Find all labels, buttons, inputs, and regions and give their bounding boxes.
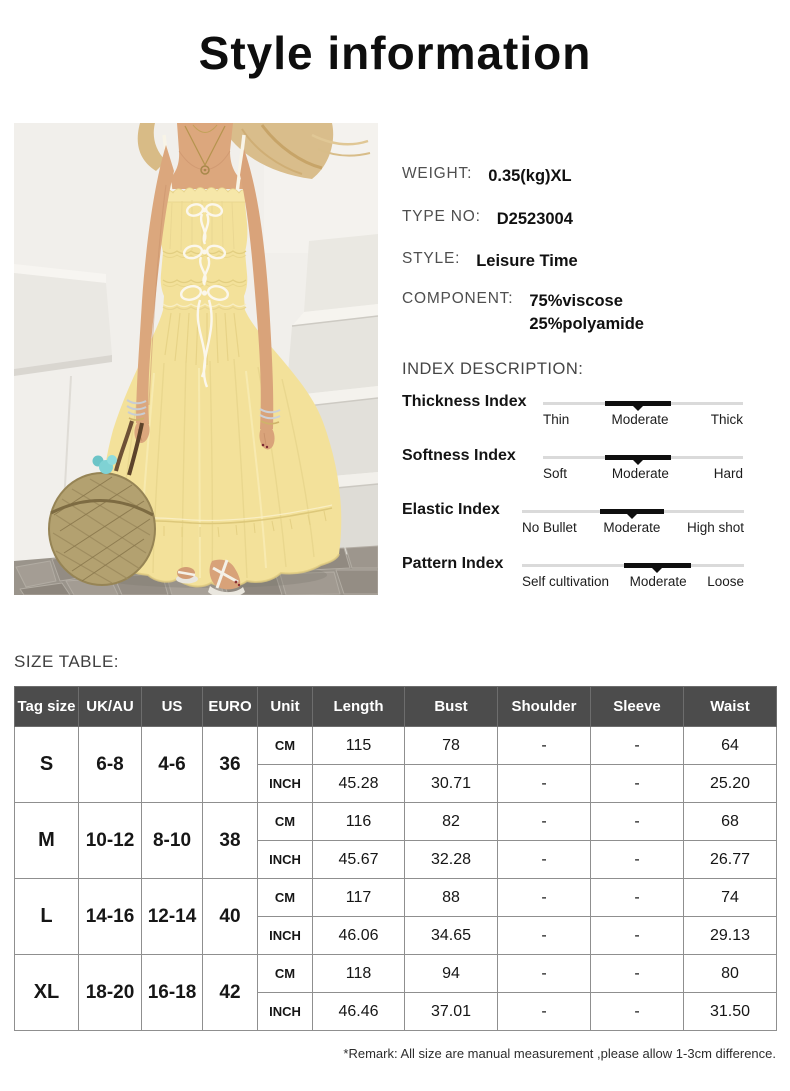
waist-cell: 29.13 bbox=[684, 917, 777, 955]
sleeve-cell: - bbox=[591, 841, 684, 879]
spec-row-component bbox=[402, 290, 644, 336]
bust-cell: 78 bbox=[405, 727, 498, 765]
waist-cell: 74 bbox=[684, 879, 777, 917]
slider-level: Moderate bbox=[611, 412, 669, 427]
euro-cell: 36 bbox=[203, 727, 258, 803]
waist-cell: 64 bbox=[684, 727, 777, 765]
slider-active-segment bbox=[605, 455, 671, 460]
bust-cell: 30.71 bbox=[405, 765, 498, 803]
us-cell: 16-18 bbox=[142, 955, 203, 1031]
waist-cell: 80 bbox=[684, 955, 777, 993]
pattern-index-slider bbox=[522, 555, 744, 595]
index-row-elastic bbox=[402, 501, 780, 547]
spec-row-style bbox=[402, 250, 578, 273]
slider-level: Soft bbox=[543, 466, 568, 481]
us-cell: 8-10 bbox=[142, 803, 203, 879]
component-value-2: 25%polyamide bbox=[529, 315, 644, 333]
bust-cell: 94 bbox=[405, 955, 498, 993]
shoulder-cell: - bbox=[498, 841, 591, 879]
unit-cell: CM bbox=[258, 803, 313, 841]
column-header-tag-size: Tag size bbox=[15, 687, 79, 727]
sleeve-cell: - bbox=[591, 955, 684, 993]
slider-level: Thick bbox=[710, 412, 743, 427]
length-cell: 46.06 bbox=[313, 917, 405, 955]
slider-level: High shot bbox=[686, 520, 744, 535]
softness-index-slider bbox=[543, 447, 743, 487]
shoulder-cell: - bbox=[498, 993, 591, 1031]
thickness-index-slider bbox=[543, 393, 743, 433]
bust-cell: 32.28 bbox=[405, 841, 498, 879]
page-title: Style information bbox=[198, 27, 592, 79]
shoulder-cell: - bbox=[498, 917, 591, 955]
bust-cell: 82 bbox=[405, 803, 498, 841]
slider-level: Moderate bbox=[603, 520, 661, 535]
sleeve-cell: - bbox=[591, 879, 684, 917]
unit-cell: INCH bbox=[258, 993, 313, 1031]
type-no-label: TYPE NO: bbox=[402, 208, 481, 225]
sleeve-cell: - bbox=[591, 803, 684, 841]
us-cell: 12-14 bbox=[142, 879, 203, 955]
weight-value: 0.35(kg)XL bbox=[488, 167, 572, 185]
waist-cell: 31.50 bbox=[684, 993, 777, 1031]
tag-size-cell: M bbox=[15, 803, 79, 879]
uk-au-cell: 10-12 bbox=[79, 803, 142, 879]
column-header-unit: Unit bbox=[258, 687, 313, 727]
bust-cell: 88 bbox=[405, 879, 498, 917]
sleeve-cell: - bbox=[591, 765, 684, 803]
column-header-waist: Waist bbox=[684, 687, 777, 727]
length-cell: 115 bbox=[313, 727, 405, 765]
sleeve-cell: - bbox=[591, 727, 684, 765]
dress-illustration bbox=[14, 123, 378, 595]
shoulder-cell: - bbox=[498, 879, 591, 917]
slider-level: Hard bbox=[713, 466, 743, 481]
slider-track bbox=[522, 564, 744, 567]
unit-cell: INCH bbox=[258, 765, 313, 803]
table-row bbox=[15, 955, 777, 993]
shoulder-cell: - bbox=[498, 955, 591, 993]
component-value-1: 75%viscose bbox=[529, 292, 623, 310]
unit-cell: CM bbox=[258, 879, 313, 917]
column-header-sleeve: Sleeve bbox=[591, 687, 684, 727]
euro-cell: 40 bbox=[203, 879, 258, 955]
length-cell: 45.28 bbox=[313, 765, 405, 803]
product-photo bbox=[14, 123, 378, 595]
slider-levels bbox=[522, 574, 744, 589]
size-table-heading: SIZE TABLE: bbox=[14, 652, 120, 671]
euro-cell: 38 bbox=[203, 803, 258, 879]
column-header-us: US bbox=[142, 687, 203, 727]
product-details bbox=[402, 123, 780, 595]
sleeve-cell: - bbox=[591, 917, 684, 955]
style-value: Leisure Time bbox=[476, 252, 578, 270]
elastic-index-label: Elastic Index bbox=[402, 501, 500, 518]
column-header-length: Length bbox=[313, 687, 405, 727]
slider-level: Self cultivation bbox=[522, 574, 610, 589]
thickness-index-label: Thickness Index bbox=[402, 393, 527, 410]
weight-label: WEIGHT: bbox=[402, 165, 473, 182]
tag-size-cell: XL bbox=[15, 955, 79, 1031]
euro-cell: 42 bbox=[203, 955, 258, 1031]
style-label: STYLE: bbox=[402, 250, 461, 267]
table-header-row bbox=[15, 687, 777, 727]
unit-cell: INCH bbox=[258, 841, 313, 879]
column-header-uk-au: UK/AU bbox=[79, 687, 142, 727]
index-row-softness bbox=[402, 447, 780, 493]
shoulder-cell: - bbox=[498, 727, 591, 765]
unit-cell: CM bbox=[258, 727, 313, 765]
spec-row-weight bbox=[402, 165, 572, 188]
waist-cell: 68 bbox=[684, 803, 777, 841]
slider-level: Thin bbox=[543, 412, 570, 427]
tag-size-cell: S bbox=[15, 727, 79, 803]
remark-text: *Remark: All size are manual measurement ,please allow 1-3cm difference. bbox=[343, 1046, 776, 1061]
column-header-shoulder: Shoulder bbox=[498, 687, 591, 727]
slider-level: Loose bbox=[707, 574, 744, 589]
sleeve-cell: - bbox=[591, 993, 684, 1031]
tag-size-cell: L bbox=[15, 879, 79, 955]
slider-active-segment bbox=[605, 401, 671, 406]
size-table bbox=[14, 686, 777, 1031]
column-header-euro: EURO bbox=[203, 687, 258, 727]
uk-au-cell: 14-16 bbox=[79, 879, 142, 955]
index-row-thickness bbox=[402, 393, 780, 439]
slider-track bbox=[522, 510, 744, 513]
slider-level: Moderate bbox=[629, 574, 687, 589]
index-description-heading: INDEX DESCRIPTION: bbox=[402, 360, 584, 378]
softness-index-label: Softness Index bbox=[402, 447, 516, 464]
slider-level: Moderate bbox=[611, 466, 669, 481]
length-cell: 116 bbox=[313, 803, 405, 841]
slider-active-segment bbox=[624, 563, 691, 568]
length-cell: 118 bbox=[313, 955, 405, 993]
uk-au-cell: 6-8 bbox=[79, 727, 142, 803]
slider-active-segment bbox=[600, 509, 664, 514]
length-cell: 45.67 bbox=[313, 841, 405, 879]
slider-levels bbox=[522, 520, 744, 535]
bust-cell: 34.65 bbox=[405, 917, 498, 955]
unit-cell: INCH bbox=[258, 917, 313, 955]
column-header-bust: Bust bbox=[405, 687, 498, 727]
slider-track bbox=[543, 402, 743, 405]
table-row bbox=[15, 803, 777, 841]
spec-row-type-no bbox=[402, 208, 573, 231]
unit-cell: CM bbox=[258, 955, 313, 993]
slider-levels bbox=[543, 466, 743, 481]
pattern-index-label: Pattern Index bbox=[402, 555, 504, 572]
slider-track bbox=[543, 456, 743, 459]
table-row bbox=[15, 879, 777, 917]
length-cell: 117 bbox=[313, 879, 405, 917]
waist-cell: 25.20 bbox=[684, 765, 777, 803]
index-row-pattern bbox=[402, 555, 780, 601]
component-label: COMPONENT: bbox=[402, 290, 514, 307]
us-cell: 4-6 bbox=[142, 727, 203, 803]
slider-levels bbox=[543, 412, 743, 427]
bust-cell: 37.01 bbox=[405, 993, 498, 1031]
shoulder-cell: - bbox=[498, 803, 591, 841]
shoulder-cell: - bbox=[498, 765, 591, 803]
uk-au-cell: 18-20 bbox=[79, 955, 142, 1031]
elastic-index-slider bbox=[522, 501, 744, 541]
slider-level: No Bullet bbox=[522, 520, 577, 535]
waist-cell: 26.77 bbox=[684, 841, 777, 879]
type-no-value: D2523004 bbox=[496, 210, 573, 228]
table-row bbox=[15, 727, 777, 765]
length-cell: 46.46 bbox=[313, 993, 405, 1031]
